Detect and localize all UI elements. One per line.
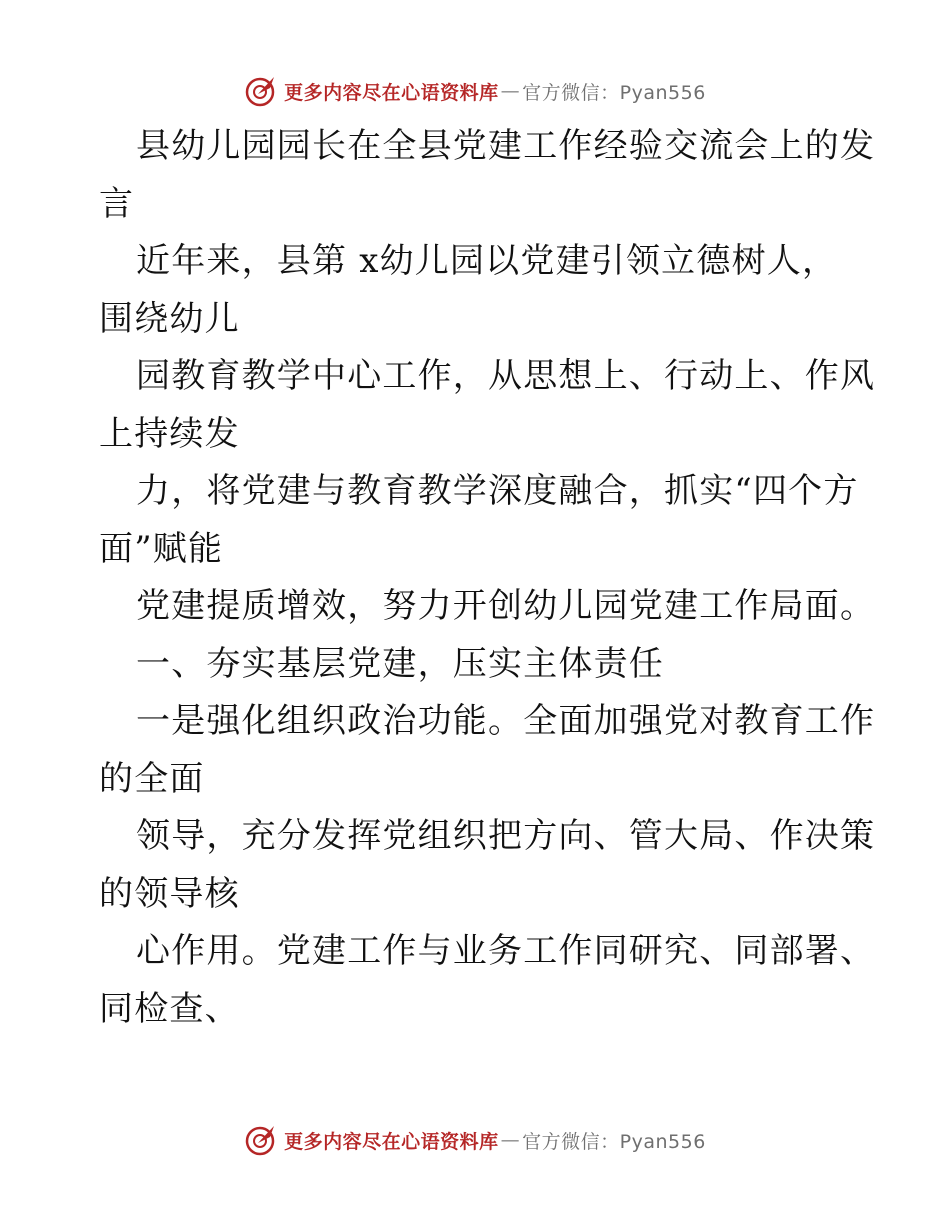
text-line: 一是强化组织政治功能。全面加强党对教育工作 [136,701,876,741]
text-line: 同检查、 [99,988,240,1029]
text-line: 上持续发 [99,413,240,454]
text-line: 领导，充分发挥党组织把方向、管大局、作决策 [136,816,876,856]
title-line-2: 言 [99,183,135,224]
text-line: 力，将党建与教育教学深度融合，抓实“四个方 [136,471,859,511]
text-line: 面”赋能 [99,528,224,569]
watermark-header [0,74,950,108]
section-heading: 一、夯实基层党建，压实主体责任 [136,643,664,684]
watermark-dash: — [500,80,521,102]
watermark-wechat: 官方微信：Pyan556 [522,1130,706,1153]
text-line: 的领导核 [99,873,240,914]
watermark-wechat: 官方微信：Pyan556 [522,81,706,104]
text-line: 近年来，县第 x幼儿园以党建引领立德树人， [136,241,838,281]
watermark-title: 更多内容尽在心语资料库 [284,1130,499,1153]
watermark-dash: — [500,1129,521,1151]
text-line: 围绕幼儿 [99,298,240,339]
watermark-title: 更多内容尽在心语资料库 [284,81,499,104]
text-line: 党建提质增效，努力开创幼儿园党建工作局面。 [136,586,876,626]
title-line-1: 县幼儿园园长在全县党建工作经验交流会上的发 [136,126,876,166]
quill-logo-icon [244,74,278,108]
text-line: 园教育教学中心工作，从思想上、行动上、作风 [136,356,876,396]
text-line: 的全面 [99,758,205,799]
quill-logo-icon [244,1123,278,1157]
watermark-footer [0,1123,950,1157]
document-body [99,118,876,1038]
text-line: 心作用。党建工作与业务工作同研究、同部署、 [136,931,876,971]
